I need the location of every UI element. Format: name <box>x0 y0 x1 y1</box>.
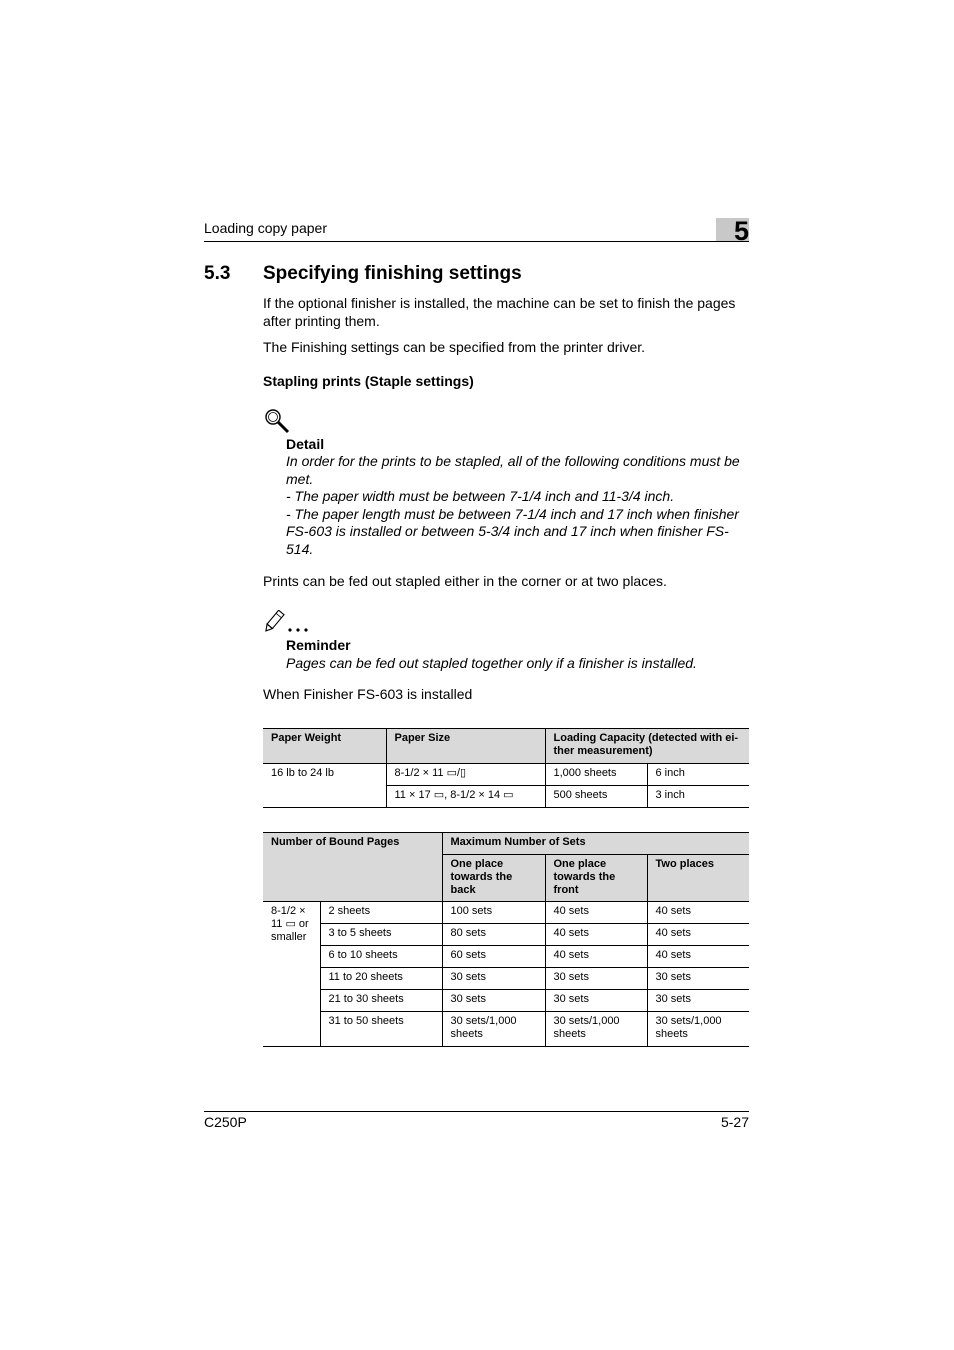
pages-cell: 21 to 30 sheets <box>320 990 442 1012</box>
header-rule <box>204 241 749 242</box>
pencil-icon <box>264 610 312 639</box>
sets-two-cell: 40 sets <box>647 924 749 946</box>
sets-two-cell: 30 sets <box>647 990 749 1012</box>
footer-page-number: 5-27 <box>720 1114 749 1130</box>
paper-size-cell: 11 × 17 ▭, 8-1/2 × 14 ▭ <box>386 786 545 808</box>
sets-back-cell: 60 sets <box>442 946 545 968</box>
detail-line: - The paper length must be between 7-1/4 inch and 17 inch when finisher FS-603 is installed or between 5-3/4 inch and 17 inch when finisher FS-514. <box>286 505 739 557</box>
header-paper-weight: Paper Weight <box>263 729 386 764</box>
sets-back-cell: 80 sets <box>442 924 545 946</box>
table-row <box>263 902 749 924</box>
table-caption: When Finisher FS-603 is installed <box>263 686 473 702</box>
sets-two-cell: 30 sets <box>647 968 749 990</box>
pages-cell: 6 to 10 sheets <box>320 946 442 968</box>
paper-size-cell: 8-1/2 × 11 ▭/▯ <box>386 764 545 786</box>
subsection-title: Stapling prints (Staple settings) <box>263 373 474 389</box>
height-cell: 6 inch <box>647 764 749 786</box>
sets-two-cell: 40 sets <box>647 902 749 924</box>
running-header-title: Loading copy paper <box>204 220 327 236</box>
table-row <box>263 764 749 786</box>
sets-back-cell: 100 sets <box>442 902 545 924</box>
footer-rule <box>204 1111 749 1112</box>
pages-cell: 3 to 5 sheets <box>320 924 442 946</box>
sets-front-cell: 40 sets <box>545 946 647 968</box>
section-number: 5.3 <box>204 263 231 284</box>
sets-back-cell: 30 sets <box>442 968 545 990</box>
pages-cell: 11 to 20 sheets <box>320 968 442 990</box>
detail-title: Detail <box>286 436 325 452</box>
sets-table <box>263 832 749 1047</box>
detail-line: - The paper width must be between 7-1/4 inch and 11-3/4 inch. <box>286 488 675 505</box>
pages-cell: 31 to 50 sheets <box>320 1012 442 1047</box>
header-max-sets: Maximum Number of Sets <box>442 833 749 855</box>
chapter-number: 5 <box>733 216 749 246</box>
sheets-cell: 1,000 sheets <box>545 764 647 786</box>
header-paper-size: Paper Size <box>386 729 545 764</box>
magnifier-icon <box>264 408 290 439</box>
header-bound-pages: Number of Bound Pages <box>263 833 442 902</box>
table-row <box>263 924 749 946</box>
table-row <box>263 1012 749 1047</box>
intro-paragraph-1: If the optional finisher is installed, the machine can be set to finish the pages after printing them. <box>263 295 736 329</box>
intro-paragraph-2: The Finishing settings can be specified from the printer driver. <box>263 339 646 355</box>
sets-two-cell: 40 sets <box>647 946 749 968</box>
sets-front-cell: 30 sets/1,000 sheets <box>545 1012 647 1047</box>
reminder-body: Pages can be fed out stapled together only if a finisher is installed. <box>286 655 697 671</box>
capacity-table <box>263 728 749 808</box>
paper-size-cell: 8-1/2 × 11 ▭ or smaller <box>263 902 320 1047</box>
table-row <box>263 990 749 1012</box>
detail-body <box>286 453 752 559</box>
sets-front-cell: 30 sets <box>545 990 647 1012</box>
footer-model: C250P <box>204 1114 247 1130</box>
sets-front-cell: 40 sets <box>545 902 647 924</box>
table-row <box>263 946 749 968</box>
sets-front-cell: 40 sets <box>545 924 647 946</box>
sets-back-cell: 30 sets/1,000 sheets <box>442 1012 545 1047</box>
table-header-row <box>263 729 749 764</box>
height-cell: 3 inch <box>647 786 749 808</box>
paper-weight-cell: 16 lb to 24 lb <box>263 764 386 808</box>
sets-front-cell: 30 sets <box>545 968 647 990</box>
detail-line: In order for the prints to be stapled, all of the following conditions must be met. <box>286 453 740 487</box>
table-header-row <box>263 833 749 855</box>
section-title: Specifying finishing settings <box>263 263 522 284</box>
header-two-places: Two places <box>647 855 749 902</box>
table-row <box>263 968 749 990</box>
sheets-cell: 500 sheets <box>545 786 647 808</box>
header-back: One place towards the back <box>442 855 545 902</box>
pages-cell: 2 sheets <box>320 902 442 924</box>
reminder-title: Reminder <box>286 637 351 653</box>
sets-back-cell: 30 sets <box>442 990 545 1012</box>
header-front: One place towards the front <box>545 855 647 902</box>
staple-positions-text: Prints can be fed out stapled either in the corner or at two places. <box>263 573 667 589</box>
sets-two-cell: 30 sets/1,000 sheets <box>647 1012 749 1047</box>
header-loading-capacity: Loading Capacity (detected with ei-ther measurement) <box>545 729 749 764</box>
